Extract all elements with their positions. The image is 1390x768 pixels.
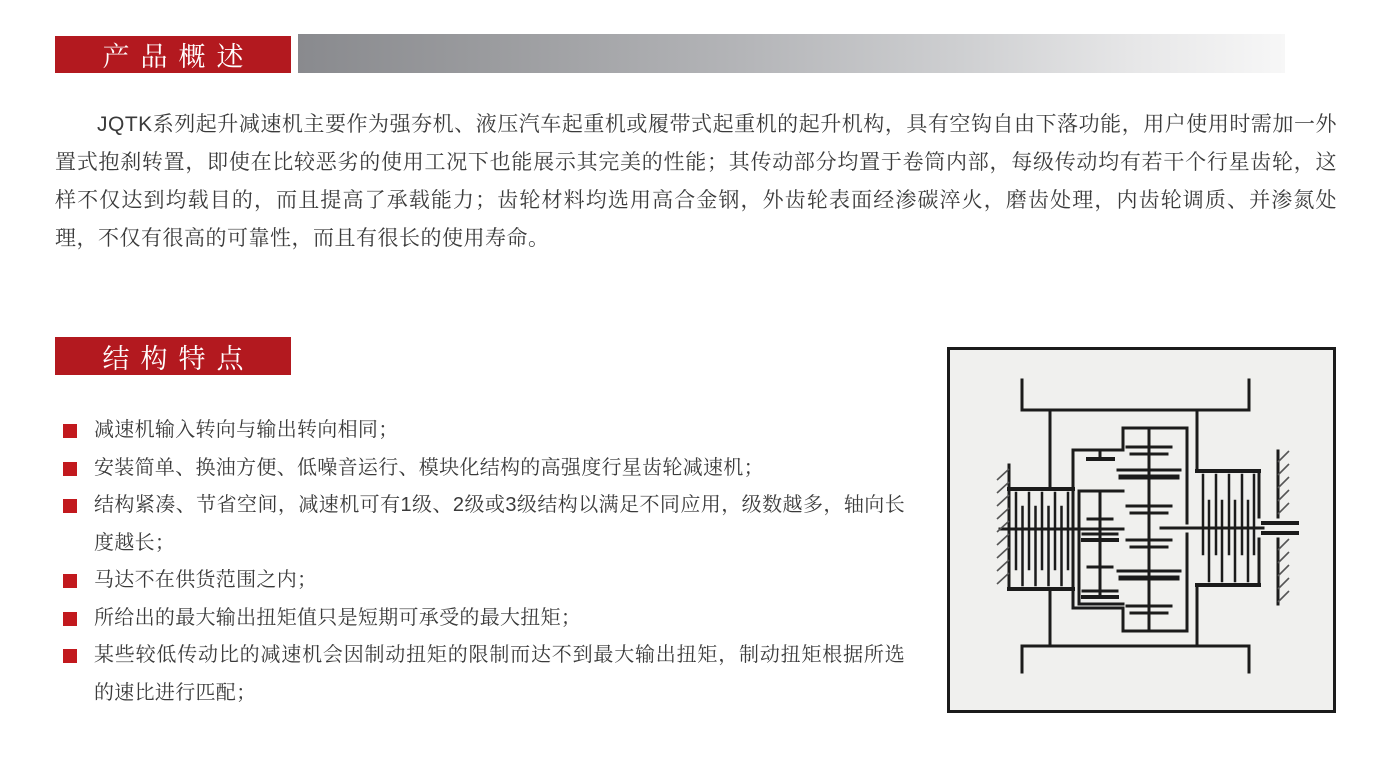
bullet-square-icon <box>63 424 77 438</box>
bullet-square-icon <box>63 612 77 626</box>
feature-item-text: 结构紧凑、节省空间，减速机可有1级、2级或3级结构以满足不同应用，级数越多，轴向长度越长； <box>94 494 905 554</box>
feature-item <box>57 562 905 600</box>
feature-item-text: 马达不在供货范围之内； <box>94 569 318 591</box>
feature-item <box>57 412 905 450</box>
gearbox-schematic-svg <box>947 347 1336 713</box>
section-title-features: 结构特点 <box>102 343 255 374</box>
overview-paragraph: JQTK系列起升减速机主要作为强夯机、液压汽车起重机或履带式起重机的起升机构，具有空钩自由下落功能，用户使用时需加一外置式抱刹转置，即使在比较恶劣的使用工况下也能展示其完美的性能；其传动部分均置于卷筒内部，每级传动均有若干个行星齿轮，这样不仅达到均载目的，而且提高了承载能力；齿轮材料均选用高合金钢，外齿轮表面经渗碳淬火，磨齿处理，内齿轮调质、并渗氮处理，不仅有很高的可靠性，而且有很长的使用寿命。 <box>55 113 1337 250</box>
features-list <box>57 412 905 712</box>
feature-item <box>57 600 905 638</box>
section-header-features <box>55 337 291 375</box>
feature-item-text: 减速机输入转向与输出转向相同； <box>94 419 399 441</box>
feature-item-text: 某些较低传动比的减速机会因制动扭矩的限制而达不到最大输出扭矩，制动扭矩根据所选的速比进行匹配； <box>94 644 905 704</box>
section-header-overview <box>55 36 291 73</box>
header-gradient-bar <box>298 34 1285 73</box>
bullet-square-icon <box>63 462 77 476</box>
gearbox-structure-diagram <box>947 347 1336 713</box>
feature-item-text: 安装简单、换油方便、低噪音运行、模块化结构的高强度行星齿轮减速机； <box>94 456 764 479</box>
feature-item <box>57 450 905 488</box>
feature-item <box>57 637 905 712</box>
bullet-square-icon <box>63 499 77 513</box>
feature-item-text: 所给出的最大输出扭矩值只是短期可承受的最大扭矩； <box>94 606 582 629</box>
bullet-square-icon <box>63 574 77 588</box>
section-title-overview: 产品概述 <box>102 42 255 72</box>
feature-item <box>57 487 905 562</box>
bullet-square-icon <box>63 649 77 663</box>
